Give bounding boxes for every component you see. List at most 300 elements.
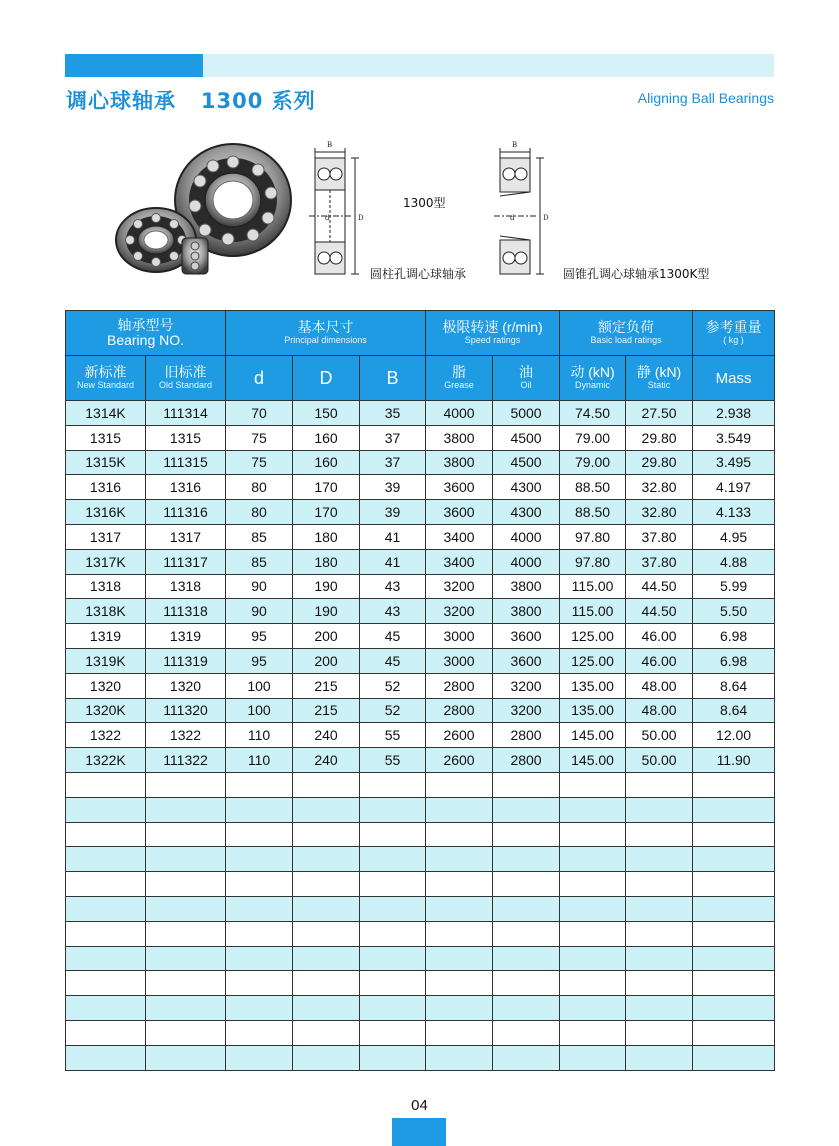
header-speed-ratings: 极限转速 (r/min) Speed ratings xyxy=(426,311,560,356)
cell-D: 200 xyxy=(293,624,360,649)
table-row xyxy=(66,723,775,748)
cell-static: 50.00 xyxy=(626,723,693,748)
dim-d-label-tapered: d xyxy=(510,214,515,222)
cell-d: 90 xyxy=(226,574,293,599)
cell-d: 85 xyxy=(226,549,293,574)
cell-old-standard: 1320 xyxy=(146,673,226,698)
cell-B: 39 xyxy=(360,500,426,525)
cell-d: 80 xyxy=(226,500,293,525)
page-number: 04 xyxy=(411,1097,428,1114)
cell-old-standard xyxy=(146,1020,226,1045)
cell-B: 52 xyxy=(360,698,426,723)
cell-mass: 4.95 xyxy=(693,524,775,549)
cell-oil: 4000 xyxy=(493,524,560,549)
page-title-english: Aligning Ball Bearings xyxy=(637,90,774,106)
cell-d: 90 xyxy=(226,599,293,624)
cell-B xyxy=(360,1020,426,1045)
header-mass: 参考重量 ( kg ) xyxy=(693,311,775,356)
cell-d xyxy=(226,797,293,822)
cell-grease: 2600 xyxy=(426,748,493,773)
cell-new-standard: 1318K xyxy=(66,599,146,624)
cell-oil xyxy=(493,946,560,971)
cell-old-standard xyxy=(146,822,226,847)
cell-mass: 5.99 xyxy=(693,574,775,599)
cell-B: 43 xyxy=(360,574,426,599)
header-dynamic: 动 (kN) Dynamic xyxy=(560,356,626,401)
cell-d xyxy=(226,847,293,872)
cell-B xyxy=(360,996,426,1021)
cell-new-standard: 1317K xyxy=(66,549,146,574)
cell-static: 29.80 xyxy=(626,425,693,450)
cell-oil: 4500 xyxy=(493,425,560,450)
cell-B xyxy=(360,946,426,971)
cell-new-standard: 1317 xyxy=(66,524,146,549)
header-B: B xyxy=(360,356,426,401)
table-row xyxy=(66,524,775,549)
cell-dynamic xyxy=(560,847,626,872)
table-row xyxy=(66,896,775,921)
cell-oil: 3600 xyxy=(493,624,560,649)
cell-grease xyxy=(426,946,493,971)
cell-grease: 3800 xyxy=(426,450,493,475)
table-row xyxy=(66,549,775,574)
cell-old-standard: 111322 xyxy=(146,748,226,773)
cell-mass xyxy=(693,822,775,847)
header-static: 静 (kN) Static xyxy=(626,356,693,401)
cell-d: 100 xyxy=(226,673,293,698)
cell-dynamic: 97.80 xyxy=(560,524,626,549)
cell-oil: 4300 xyxy=(493,475,560,500)
cell-mass: 4.88 xyxy=(693,549,775,574)
cell-new-standard: 1320 xyxy=(66,673,146,698)
cell-dynamic: 145.00 xyxy=(560,748,626,773)
cell-d: 80 xyxy=(226,475,293,500)
cell-D xyxy=(293,946,360,971)
cell-old-standard xyxy=(146,797,226,822)
cell-oil: 3200 xyxy=(493,698,560,723)
cell-d xyxy=(226,971,293,996)
cell-d: 75 xyxy=(226,450,293,475)
cell-new-standard xyxy=(66,946,146,971)
cell-D: 170 xyxy=(293,500,360,525)
top-banner-accent xyxy=(65,54,203,77)
table-row xyxy=(66,996,775,1021)
cell-new-standard xyxy=(66,921,146,946)
cell-D xyxy=(293,921,360,946)
cell-mass: 3.495 xyxy=(693,450,775,475)
table-row xyxy=(66,648,775,673)
cell-B xyxy=(360,872,426,897)
cell-B xyxy=(360,896,426,921)
cell-old-standard: 111319 xyxy=(146,648,226,673)
cell-mass xyxy=(693,797,775,822)
cell-grease xyxy=(426,1020,493,1045)
cell-D: 160 xyxy=(293,450,360,475)
cell-static: 27.50 xyxy=(626,401,693,426)
cell-oil xyxy=(493,996,560,1021)
cell-old-standard: 111314 xyxy=(146,401,226,426)
cell-d xyxy=(226,1045,293,1070)
cell-old-standard: 1318 xyxy=(146,574,226,599)
cell-mass: 6.98 xyxy=(693,624,775,649)
cell-oil xyxy=(493,1045,560,1070)
cell-mass xyxy=(693,971,775,996)
cell-grease xyxy=(426,996,493,1021)
cell-new-standard xyxy=(66,896,146,921)
cell-grease: 4000 xyxy=(426,401,493,426)
cell-B: 45 xyxy=(360,648,426,673)
cell-d xyxy=(226,1020,293,1045)
cell-old-standard xyxy=(146,921,226,946)
cell-grease: 3000 xyxy=(426,624,493,649)
dim-D-label-tapered: D xyxy=(543,214,549,222)
cell-d xyxy=(226,921,293,946)
cell-D: 180 xyxy=(293,524,360,549)
cell-mass: 4.133 xyxy=(693,500,775,525)
cell-new-standard: 1322K xyxy=(66,748,146,773)
cylindrical-bore-diagram xyxy=(305,138,375,286)
cell-dynamic: 115.00 xyxy=(560,599,626,624)
cell-dynamic: 135.00 xyxy=(560,673,626,698)
cell-new-standard: 1322 xyxy=(66,723,146,748)
cell-new-standard xyxy=(66,1020,146,1045)
cell-new-standard: 1318 xyxy=(66,574,146,599)
table-row xyxy=(66,450,775,475)
cell-oil: 3800 xyxy=(493,599,560,624)
table-row xyxy=(66,599,775,624)
cell-d xyxy=(226,896,293,921)
cell-d xyxy=(226,822,293,847)
cell-dynamic: 79.00 xyxy=(560,425,626,450)
cell-D xyxy=(293,872,360,897)
cell-mass: 4.197 xyxy=(693,475,775,500)
cell-static: 48.00 xyxy=(626,673,693,698)
cell-mass xyxy=(693,946,775,971)
cell-D: 215 xyxy=(293,698,360,723)
cell-dynamic xyxy=(560,896,626,921)
cell-B: 45 xyxy=(360,624,426,649)
cell-d xyxy=(226,946,293,971)
cell-B: 55 xyxy=(360,723,426,748)
cell-static xyxy=(626,822,693,847)
cell-dynamic: 88.50 xyxy=(560,500,626,525)
cell-D: 240 xyxy=(293,723,360,748)
cell-grease xyxy=(426,822,493,847)
cell-static: 44.50 xyxy=(626,599,693,624)
cell-grease: 2800 xyxy=(426,673,493,698)
cell-dynamic xyxy=(560,1020,626,1045)
cell-dynamic xyxy=(560,971,626,996)
cell-grease: 3600 xyxy=(426,475,493,500)
cell-dynamic xyxy=(560,822,626,847)
cell-d: 95 xyxy=(226,624,293,649)
cell-d: 75 xyxy=(226,425,293,450)
table-row xyxy=(66,847,775,872)
cell-old-standard: 1322 xyxy=(146,723,226,748)
table-row xyxy=(66,822,775,847)
cell-new-standard xyxy=(66,772,146,797)
cell-oil: 3600 xyxy=(493,648,560,673)
cell-d xyxy=(226,872,293,897)
cell-new-standard: 1314K xyxy=(66,401,146,426)
cell-new-standard xyxy=(66,847,146,872)
cell-B xyxy=(360,822,426,847)
cell-oil: 2800 xyxy=(493,723,560,748)
cell-oil: 5000 xyxy=(493,401,560,426)
cell-d xyxy=(226,772,293,797)
cell-grease: 3000 xyxy=(426,648,493,673)
cell-B: 37 xyxy=(360,425,426,450)
header-load-ratings: 额定负荷 Basic load ratings xyxy=(560,311,693,356)
table-row xyxy=(66,971,775,996)
cell-static: 37.80 xyxy=(626,524,693,549)
tapered-bore-diagram xyxy=(490,138,558,286)
cell-B xyxy=(360,1045,426,1070)
cell-oil: 3800 xyxy=(493,574,560,599)
cell-grease xyxy=(426,971,493,996)
cell-oil: 4000 xyxy=(493,549,560,574)
cell-old-standard xyxy=(146,971,226,996)
cell-new-standard: 1320K xyxy=(66,698,146,723)
cell-d xyxy=(226,996,293,1021)
table-row xyxy=(66,772,775,797)
table-row xyxy=(66,921,775,946)
cell-D: 200 xyxy=(293,648,360,673)
cell-oil: 3200 xyxy=(493,673,560,698)
cell-static: 50.00 xyxy=(626,748,693,773)
cell-D xyxy=(293,772,360,797)
cell-B: 41 xyxy=(360,549,426,574)
cell-old-standard: 1315 xyxy=(146,425,226,450)
table-row xyxy=(66,946,775,971)
cell-new-standard xyxy=(66,872,146,897)
cell-D xyxy=(293,996,360,1021)
cell-mass: 8.64 xyxy=(693,698,775,723)
header-grease: 脂 Grease xyxy=(426,356,493,401)
cell-old-standard: 1319 xyxy=(146,624,226,649)
cell-oil: 4500 xyxy=(493,450,560,475)
cell-D xyxy=(293,896,360,921)
cell-static: 32.80 xyxy=(626,500,693,525)
cell-grease xyxy=(426,921,493,946)
type-label: 1300型 xyxy=(403,196,446,210)
cell-old-standard xyxy=(146,996,226,1021)
cell-dynamic: 135.00 xyxy=(560,698,626,723)
cell-mass xyxy=(693,896,775,921)
cell-mass xyxy=(693,772,775,797)
cell-mass: 2.938 xyxy=(693,401,775,426)
cell-d: 100 xyxy=(226,698,293,723)
cell-mass xyxy=(693,847,775,872)
table-row xyxy=(66,624,775,649)
cell-d: 70 xyxy=(226,401,293,426)
table-row xyxy=(66,1020,775,1045)
cell-grease: 3600 xyxy=(426,500,493,525)
cell-static: 48.00 xyxy=(626,698,693,723)
cell-grease: 3400 xyxy=(426,524,493,549)
cell-dynamic xyxy=(560,772,626,797)
cell-static xyxy=(626,996,693,1021)
cell-old-standard: 111317 xyxy=(146,549,226,574)
cell-static xyxy=(626,946,693,971)
cell-dynamic xyxy=(560,797,626,822)
cell-old-standard xyxy=(146,772,226,797)
cell-mass: 3.549 xyxy=(693,425,775,450)
cell-mass: 8.64 xyxy=(693,673,775,698)
cell-D: 180 xyxy=(293,549,360,574)
cell-D: 215 xyxy=(293,673,360,698)
cell-B xyxy=(360,797,426,822)
cell-grease xyxy=(426,797,493,822)
cell-static: 44.50 xyxy=(626,574,693,599)
cell-oil xyxy=(493,872,560,897)
cell-mass xyxy=(693,996,775,1021)
dim-b-label-tapered: B xyxy=(512,141,518,149)
cell-B: 39 xyxy=(360,475,426,500)
cell-B xyxy=(360,847,426,872)
cell-new-standard: 1316 xyxy=(66,475,146,500)
cell-grease: 3800 xyxy=(426,425,493,450)
cell-new-standard xyxy=(66,996,146,1021)
cell-static xyxy=(626,971,693,996)
cell-D xyxy=(293,847,360,872)
table-row xyxy=(66,698,775,723)
cell-B xyxy=(360,971,426,996)
dim-D-label: D xyxy=(358,214,364,222)
cell-D: 190 xyxy=(293,574,360,599)
header-old-standard: 旧标准 Old Standard xyxy=(146,356,226,401)
cell-D xyxy=(293,797,360,822)
cell-oil: 2800 xyxy=(493,748,560,773)
table-row xyxy=(66,401,775,426)
cell-dynamic: 97.80 xyxy=(560,549,626,574)
cell-dynamic: 115.00 xyxy=(560,574,626,599)
header-bearing-no: 轴承型号 Bearing NO. xyxy=(66,311,226,356)
cell-mass xyxy=(693,1020,775,1045)
cell-old-standard: 111318 xyxy=(146,599,226,624)
cell-B: 55 xyxy=(360,748,426,773)
cell-B: 43 xyxy=(360,599,426,624)
cell-new-standard: 1315 xyxy=(66,425,146,450)
header-new-standard: 新标准 New Standard xyxy=(66,356,146,401)
table-row xyxy=(66,1045,775,1070)
cell-static: 32.80 xyxy=(626,475,693,500)
dim-b-label: B xyxy=(327,141,333,149)
cell-oil xyxy=(493,1020,560,1045)
cell-D xyxy=(293,971,360,996)
cell-static: 46.00 xyxy=(626,624,693,649)
table-row xyxy=(66,574,775,599)
cell-d: 110 xyxy=(226,723,293,748)
table-row xyxy=(66,475,775,500)
cell-dynamic xyxy=(560,946,626,971)
cell-old-standard: 111315 xyxy=(146,450,226,475)
cell-new-standard xyxy=(66,822,146,847)
table-row xyxy=(66,425,775,450)
cell-grease: 2600 xyxy=(426,723,493,748)
cell-new-standard: 1319 xyxy=(66,624,146,649)
cell-oil xyxy=(493,971,560,996)
cell-mass xyxy=(693,921,775,946)
cell-oil xyxy=(493,896,560,921)
cell-static xyxy=(626,921,693,946)
cell-mass: 12.00 xyxy=(693,723,775,748)
cell-static xyxy=(626,772,693,797)
header-oil: 油 Oil xyxy=(493,356,560,401)
cell-old-standard xyxy=(146,896,226,921)
cell-dynamic: 125.00 xyxy=(560,648,626,673)
cell-static: 29.80 xyxy=(626,450,693,475)
cell-D: 190 xyxy=(293,599,360,624)
cell-oil xyxy=(493,921,560,946)
cell-D xyxy=(293,822,360,847)
header-d: d xyxy=(226,356,293,401)
cell-B: 35 xyxy=(360,401,426,426)
table-row xyxy=(66,872,775,897)
cell-B xyxy=(360,772,426,797)
cell-static xyxy=(626,1045,693,1070)
cell-grease: 3200 xyxy=(426,599,493,624)
table-row xyxy=(66,500,775,525)
cell-dynamic xyxy=(560,1045,626,1070)
dim-d-label: d xyxy=(325,214,330,222)
bearing-spec-table xyxy=(65,310,775,1071)
cell-static: 37.80 xyxy=(626,549,693,574)
cell-oil xyxy=(493,797,560,822)
cell-D xyxy=(293,1020,360,1045)
cell-grease xyxy=(426,872,493,897)
cell-dynamic: 88.50 xyxy=(560,475,626,500)
cell-dynamic: 145.00 xyxy=(560,723,626,748)
caption-tapered: 圆锥孔调心球轴承1300K型 xyxy=(563,267,710,281)
cell-D xyxy=(293,1045,360,1070)
cell-D: 240 xyxy=(293,748,360,773)
cell-new-standard: 1316K xyxy=(66,500,146,525)
cell-static xyxy=(626,896,693,921)
cell-new-standard xyxy=(66,1045,146,1070)
cell-static xyxy=(626,1020,693,1045)
cell-grease xyxy=(426,772,493,797)
cell-grease: 2800 xyxy=(426,698,493,723)
cell-static xyxy=(626,797,693,822)
cell-grease xyxy=(426,896,493,921)
cell-dynamic xyxy=(560,921,626,946)
cell-grease: 3200 xyxy=(426,574,493,599)
cell-B: 41 xyxy=(360,524,426,549)
cell-oil: 4300 xyxy=(493,500,560,525)
cell-D: 170 xyxy=(293,475,360,500)
cell-d: 85 xyxy=(226,524,293,549)
cell-static: 46.00 xyxy=(626,648,693,673)
cell-dynamic: 79.00 xyxy=(560,450,626,475)
cell-oil xyxy=(493,822,560,847)
cell-mass: 11.90 xyxy=(693,748,775,773)
cell-B xyxy=(360,921,426,946)
header-principal-dimensions: 基本尺寸 Principal dimensions xyxy=(226,311,426,356)
cell-old-standard: 1317 xyxy=(146,524,226,549)
bearing-photo xyxy=(108,138,298,278)
cell-old-standard xyxy=(146,946,226,971)
page-number-box xyxy=(392,1118,446,1146)
table-row xyxy=(66,797,775,822)
cell-new-standard: 1315K xyxy=(66,450,146,475)
cell-old-standard: 111320 xyxy=(146,698,226,723)
cell-old-standard: 111316 xyxy=(146,500,226,525)
cell-oil xyxy=(493,847,560,872)
cell-old-standard xyxy=(146,1045,226,1070)
cell-D: 160 xyxy=(293,425,360,450)
cell-dynamic: 125.00 xyxy=(560,624,626,649)
